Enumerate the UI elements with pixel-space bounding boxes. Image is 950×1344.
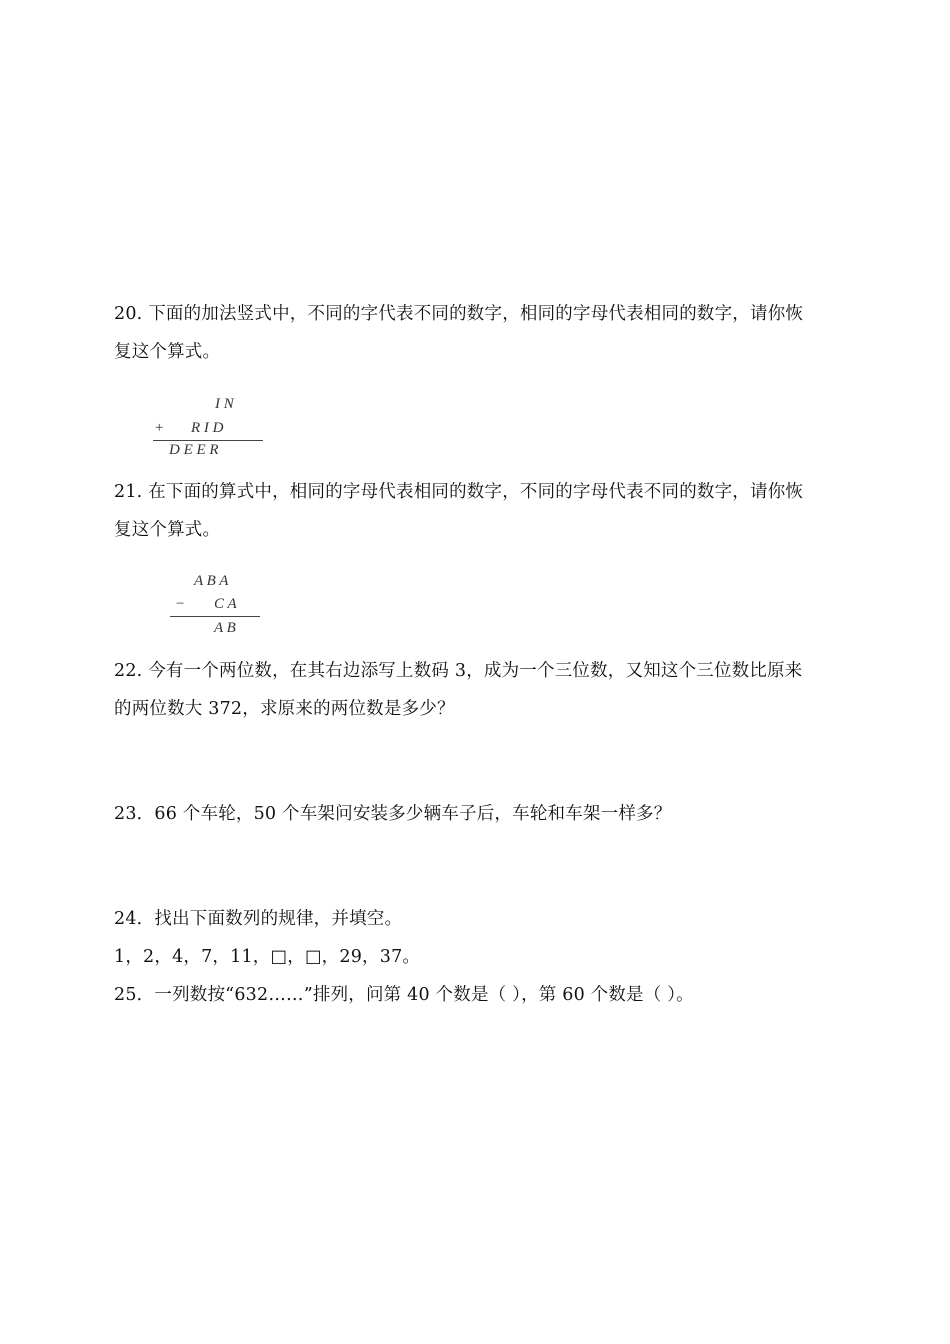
q20-addend-1: I N — [215, 396, 234, 412]
q24-line-1: 24．找出下面数列的规律，并填空。 — [114, 909, 403, 929]
q21-difference: A B — [214, 620, 236, 636]
q20-line-1: 20. 下面的加法竖式中，不同的字代表不同的数字，相同的字母代表相同的数字，请你恢 — [114, 304, 804, 324]
q20-addend-2: R I D — [191, 420, 224, 436]
q20-figure — [145, 392, 270, 464]
q25-line-1: 25．一列数按“632……”排列，问第 40 个数是（ ），第 60 个数是（ ）。 — [114, 985, 694, 1005]
q20-plus-sign: + — [155, 420, 164, 436]
q21-line-2: 复这个算式。 — [114, 520, 221, 540]
q21-minuend: A B A — [194, 573, 229, 589]
q24-sequence: 1，2，4，7，11，□，□，29，37。 — [114, 947, 421, 967]
q20-line-2: 复这个算式。 — [114, 342, 221, 362]
q20-sum: D E E R — [169, 442, 219, 458]
q21-subtrahend: C A — [214, 596, 237, 612]
q21-figure — [168, 570, 268, 642]
q21-difference-rule — [170, 616, 260, 617]
q21-minus-sign: − — [176, 596, 185, 612]
q23-line-1: 23．66 个车轮，50 个车架问安装多少辆车子后，车轮和车架一样多？ — [114, 804, 672, 824]
q20-sum-rule — [153, 440, 263, 441]
q21-line-1: 21. 在下面的算式中，相同的字母代表相同的数字，不同的字母代表不同的数字，请你恢 — [114, 482, 804, 502]
q22-line-1: 22. 今有一个两位数，在其右边添写上数码 3，成为一个三位数，又知这个三位数比原来 — [114, 661, 803, 681]
q22-line-2: 的两位数大 372，求原来的两位数是多少？ — [114, 699, 455, 719]
